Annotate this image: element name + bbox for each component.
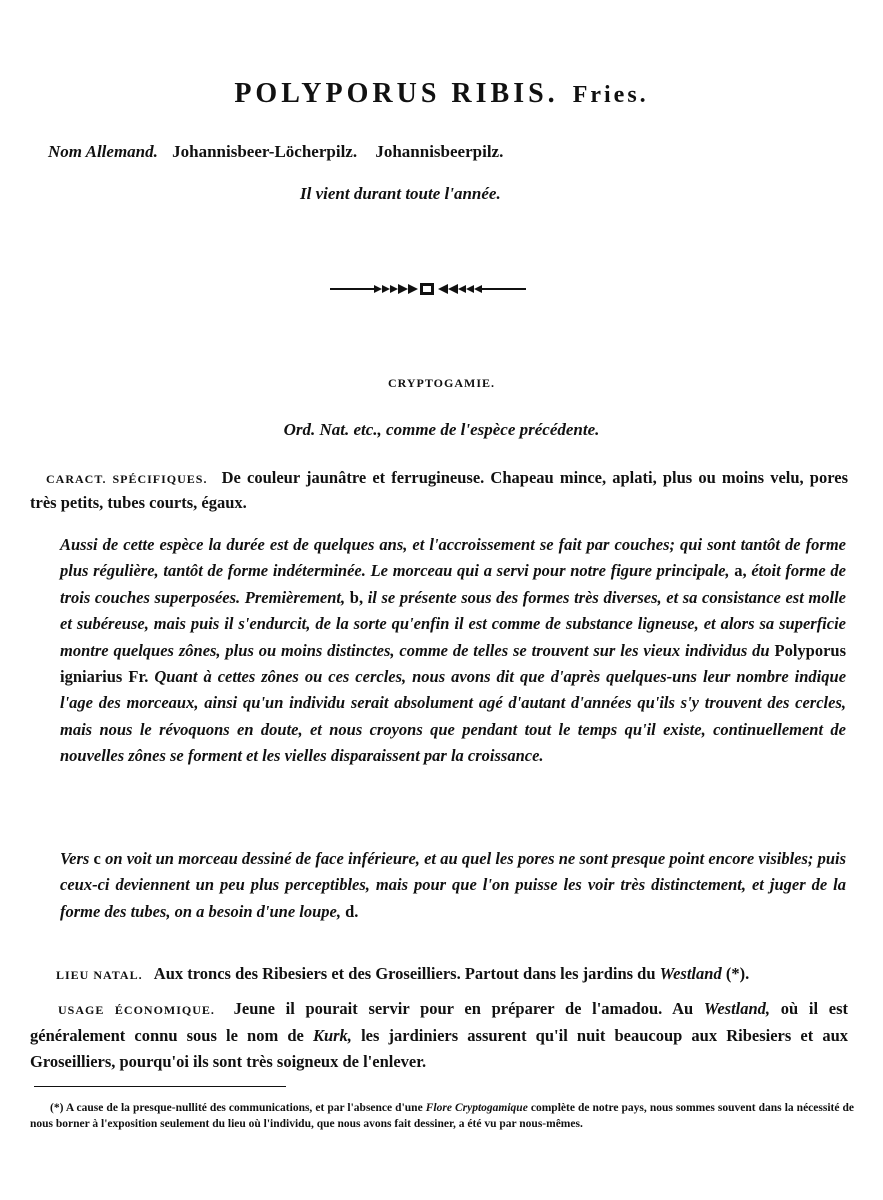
- section-heading: CRYPTOGAMIE.: [387, 376, 496, 390]
- footnote-work-title: Flore Cryptogamique: [425, 1102, 528, 1114]
- divider-ornament-icon: [330, 278, 526, 300]
- characteristics-paragraph: [30, 466, 848, 515]
- description-text-a: Aussi de cette espèce la durée est de quelques ans, et l'accroissement se fait par couches; qui sont tantôt de forme plus régulière, tantôt de forme indéterminée. Le morceau qui a servi pour notre figure principale,: [60, 535, 846, 581]
- footnote-marker: (*).: [725, 964, 750, 983]
- page-title: [0, 78, 883, 110]
- habitat-paragraph: [56, 962, 856, 987]
- economic-use-paragraph: [30, 996, 848, 1075]
- figure-ref-d: d.: [345, 901, 359, 921]
- habitat-place: Westland: [659, 964, 722, 983]
- local-name: Kurk,: [312, 1026, 352, 1045]
- season-line: Il vient durant toute l'année.: [300, 184, 501, 203]
- characteristics-text: De couleur jaunâtre et ferrugineuse. Chapeau mince, aplati, plus ou moins velu, pores très petits, tubes courts, égaux.: [30, 468, 849, 512]
- german-name-2: Johannisbeerpilz.: [375, 142, 504, 161]
- german-name-1: Johannisbeer-Löcherpilz.: [172, 142, 358, 161]
- description-text-c: il se présente sous des formes très diverses, et sa consistance est molle et subéreuse, mais puis il s'endurcit, de la sorte qu'enfin il est comme de substance ligneuse, et alors sa superficie montre quelques zônes, plus ou moins distinctes, comme de telles se trouvent sur les vieux individus du: [60, 587, 846, 660]
- german-names-label: Nom Allemand.: [48, 142, 158, 161]
- footnote-divider: [34, 1086, 286, 1087]
- characteristics-heading: CARACT. SPÉCIFIQUES.: [46, 472, 208, 486]
- description-text-d: Quant à cettes zônes ou ces cercles, nous avons dit que d'après quelques-uns leur nombre indique l'age des morceaux, ainsi qu'un individu serait absolument agé d'autant d'années qu'ils s'y trouvent des cercles, mais nous le révoquons en doute, et nous croyons que pendant tout le temps qu'il existe, continuellement de nouvelles zônes se forment et les vielles disparaissent par la croissance.: [60, 667, 847, 766]
- order-line: Ord. Nat. etc., comme de l'espèce précédente.: [283, 420, 600, 439]
- figure-ref-b: b,: [349, 587, 364, 607]
- species-reference-author: Fr.: [128, 667, 149, 687]
- economic-use-place: Westland,: [703, 999, 771, 1018]
- economic-use-text-b: où il est généralement connu sous le nom de: [30, 999, 849, 1045]
- species-title: POLYPORUS RIBIS.: [234, 78, 559, 109]
- habitat-text: Aux troncs des Ribesiers et des Groseilliers. Partout dans les jardins du: [153, 964, 656, 983]
- title-author: Fries.: [572, 82, 649, 108]
- footnote-mark: (*): [50, 1102, 64, 1114]
- figure-ref-a: a,: [734, 561, 747, 581]
- footnote-text-a: A cause de la presque-nullité des communications, et par l'absence d'une: [65, 1102, 423, 1114]
- economic-use-text-a: Jeune il pourait servir pour en préparer de l'amadou. Au: [233, 999, 694, 1018]
- economic-use-text-c: les jardiniers assurent qu'il nuit beaucoup aux Ribesiers et aux Groseilliers, pourqu'oi ils sont très soigneux de l'enlever.: [30, 1026, 849, 1071]
- description-paragraph: [60, 532, 846, 770]
- economic-use-heading: USAGE ÉCONOMIQUE.: [58, 1003, 215, 1017]
- underside-text-a: Vers: [60, 849, 90, 868]
- underside-paragraph: [60, 846, 846, 925]
- description-text-b: étoit forme de trois couches superposées. Premièrement,: [60, 561, 847, 607]
- footnote-text-b: complète de notre pays, nous sommes souvent dans la nécessité de nous borner à l'exposition seulement du lieu où l'individu, que nous avons fait dessiner, a été vu par nous-mêmes.: [30, 1102, 855, 1130]
- species-reference: Polyporus igniarius: [60, 640, 847, 687]
- footnote: [30, 1100, 854, 1132]
- german-names-line: [48, 142, 503, 162]
- underside-text-b: on voit un morceau dessiné de face inférieure, et au quel les pores ne sont presque point encore visibles; puis ceux-ci deviennent un peu plus perceptibles, mais pour que l'on puisse les voir très distinctement, et juger de la forme des tubes, on a besoin d'une loupe,: [60, 849, 847, 921]
- habitat-heading: LIEU NATAL.: [56, 968, 143, 982]
- figure-ref-c: c: [93, 849, 101, 868]
